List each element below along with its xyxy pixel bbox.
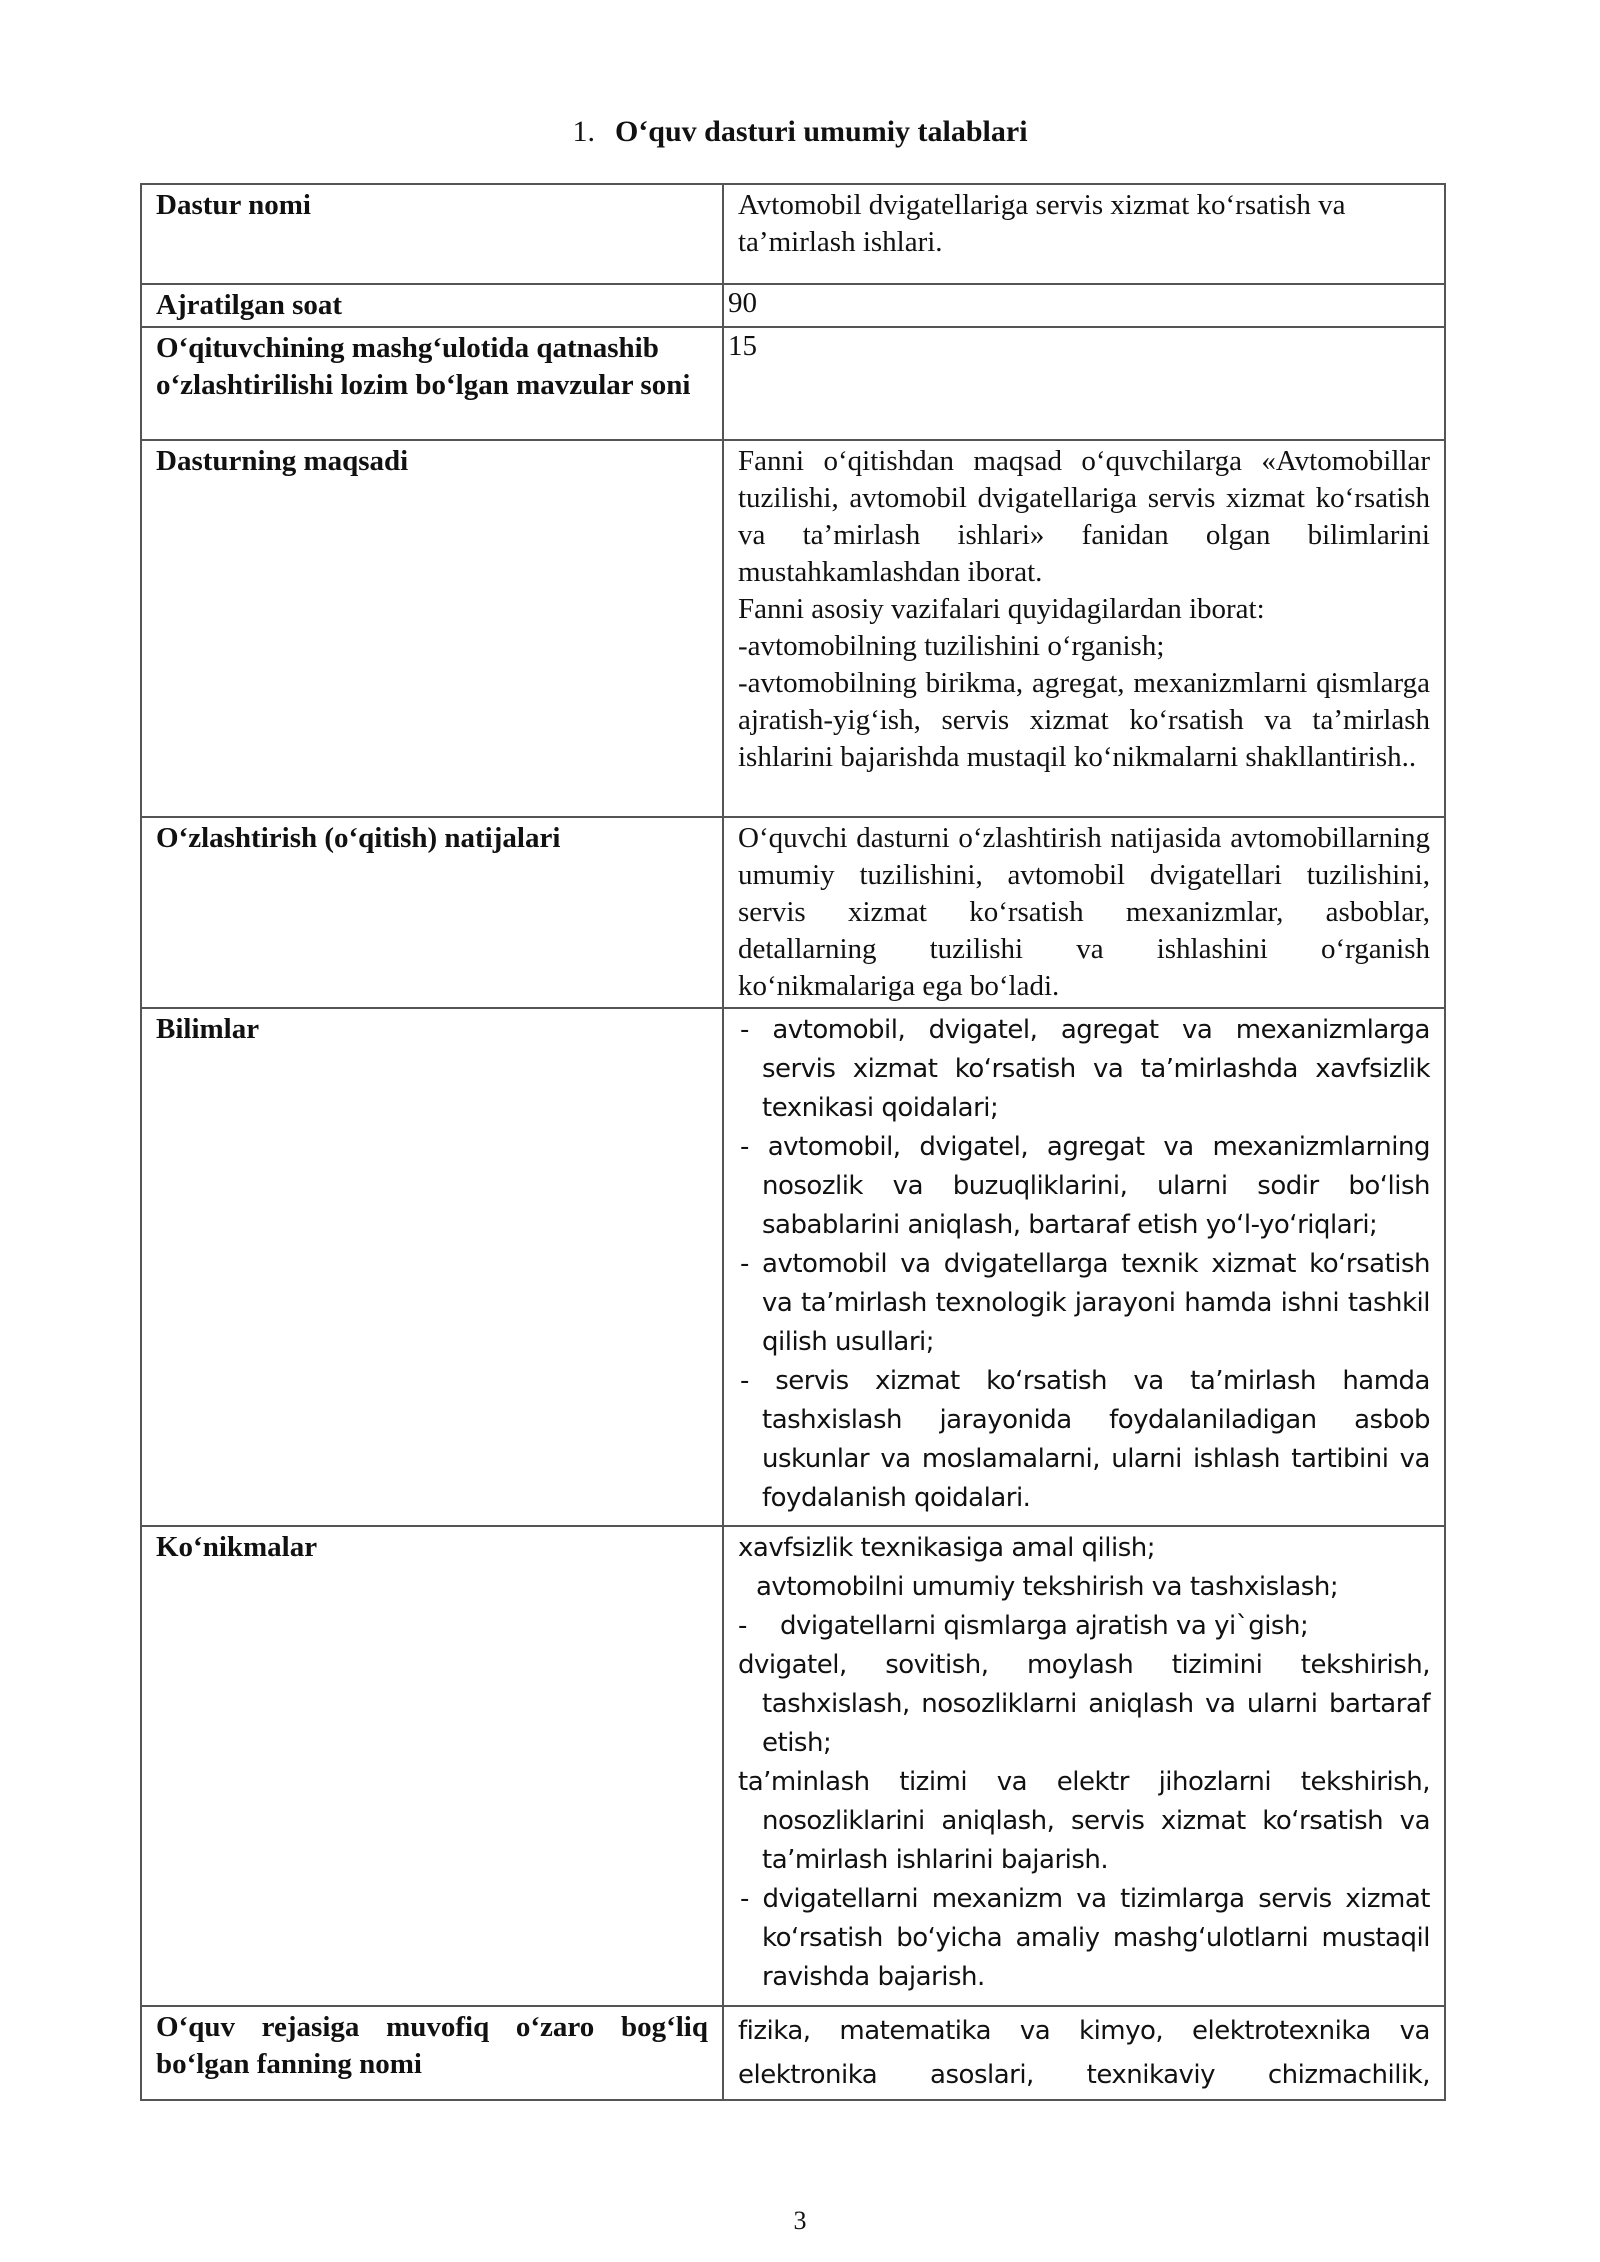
value-skills (723, 1526, 1445, 2006)
skills-item (738, 1607, 1430, 1646)
table-row-goal (141, 440, 1445, 817)
value-hours: 90 (723, 284, 1445, 327)
label-topics-count: O‘qituvchining mashg‘ulotida qatnashib o‘zlashtirilishi lozim bo‘lgan mavzular soni (141, 327, 723, 440)
skills-item: dvigatel, sovitish, moylash tizimini tekshirish, tashxislash, nosozliklarni aniqlash va ularni bartaraf etish; (738, 1650, 1430, 1758)
label-hours: Ajratilgan soat (141, 284, 723, 327)
skills-item-text: dvigatellarni qismlarga ajratish va yi`gish; (780, 1611, 1309, 1641)
table-row-topics-count (141, 327, 1445, 440)
skills-item: ta’minlash tizimi va elektr jihozlarni tekshirish, nosozliklarini aniqlash, servis xizmat ko‘rsatish va ta’mirlash ishlarini bajarish. (738, 1767, 1430, 1875)
table-row-results (141, 817, 1445, 1008)
section-title: O‘quv dasturi umumiy talablari (614, 115, 1028, 148)
table-row-related-subjects (141, 2006, 1445, 2100)
value-program-name: Avtomobil dvigatellariga servis xizmat ko‘rsatish va ta’mirlash ishlari. (723, 184, 1445, 284)
value-knowledge (723, 1008, 1445, 1526)
skills-item: - dvigatellarni mexanizm va tizimlarga servis xizmat ko‘rsatish bo‘yicha amaliy mashg‘ulotlarni mustaqil ravishda bajarish. (740, 1884, 1430, 1992)
label-program-name: Dastur nomi (141, 184, 723, 284)
page-number: 3 (793, 2206, 807, 2235)
skills-dash: - (738, 1611, 747, 1641)
knowledge-item: - avtomobil, dvigatel, agregat va mexanizmlarning nosozlik va buzuqliklarini, ularni sodir bo‘lish sabablarini aniqlash, bartaraf etish yo‘l-yo‘riqlari; (740, 1132, 1430, 1240)
label-skills: Ko‘nikmalar (141, 1526, 723, 2006)
results-paragraph: O‘quvchi dasturni o‘zlashtirish natijasida avtomobillarning umumiy tuzilishini, avtomobil dvigatellari tuzilishini, servis xizmat ko‘rsatish mexanizmlar, asboblar, detallarning tuzilishi va ishlashini o‘rganish ko‘nikmalariga ega bo‘ladi. (738, 822, 1430, 1002)
skills-item: avtomobilni umumiy tekshirish va tashxislash; (756, 1572, 1339, 1602)
page-title (0, 112, 1600, 152)
table-row-program-name (141, 184, 1445, 284)
value-topics-count: 15 (723, 327, 1445, 440)
goal-paragraph: -avtomobilning birikma, agregat, mexanizmlarni qismlarga ajratish-yig‘ish, servis xizmat ko‘rsatish va ta’mirlash ishlarini bajarishda mustaqil ko‘nikmalarni shakllantirish.. (738, 667, 1430, 773)
value-related-subjects (723, 2006, 1445, 2100)
knowledge-item: - avtomobil, dvigatel, agregat va mexanizmlarga servis xizmat ko‘rsatish va ta’mirlashda xavfsizlik texnikasi qoidalari; (740, 1015, 1430, 1123)
table-row-hours (141, 284, 1445, 327)
program-requirements-table (140, 183, 1446, 2101)
skills-item: xavfsizlik texnikasiga amal qilish; (738, 1533, 1156, 1563)
section-number: 1. (572, 115, 595, 148)
value-goal (723, 440, 1445, 817)
table-row-skills (141, 1526, 1445, 2006)
label-related-subjects: O‘quv rejasiga muvofiq o‘zaro bog‘liq bo‘lgan fanning nomi (141, 2006, 723, 2100)
knowledge-item: - servis xizmat ko‘rsatish va ta’mirlash hamda tashxislash jarayonida foydalaniladigan asbob uskunlar va moslamalarni, ularni ishlash tartibini va foydalanish qoidalari. (740, 1366, 1430, 1513)
label-goal: Dasturning maqsadi (141, 440, 723, 817)
goal-paragraph: Fanni o‘qitishdan maqsad o‘quvchilarga «Avtomobillar tuzilishi, avtomobil dvigatellariga servis xizmat ko‘rsatish va ta’mirlash ishlari» fanidan olgan bilimlarini mustahkamlashdan iborat. (738, 445, 1430, 588)
goal-paragraph: Fanni asosiy vazifalari quyidagilardan iborat: (738, 593, 1265, 625)
knowledge-item: - avtomobil va dvigatellarga texnik xizmat ko‘rsatish va ta’mirlash texnologik jarayoni hamda ishni tashkil qilish usullari; (740, 1249, 1430, 1357)
table-row-knowledge (141, 1008, 1445, 1526)
related-subjects-text: fizika, matematika va kimyo, elektrotexnika va elektronika asoslari, texnikaviy chizmachilik, (738, 2016, 1430, 2090)
label-results: O‘zlashtirish (o‘qitish) natijalari (141, 817, 723, 1008)
goal-paragraph: -avtomobilning tuzilishini o‘rganish; (738, 630, 1165, 662)
value-results (723, 817, 1445, 1008)
label-knowledge: Bilimlar (141, 1008, 723, 1526)
